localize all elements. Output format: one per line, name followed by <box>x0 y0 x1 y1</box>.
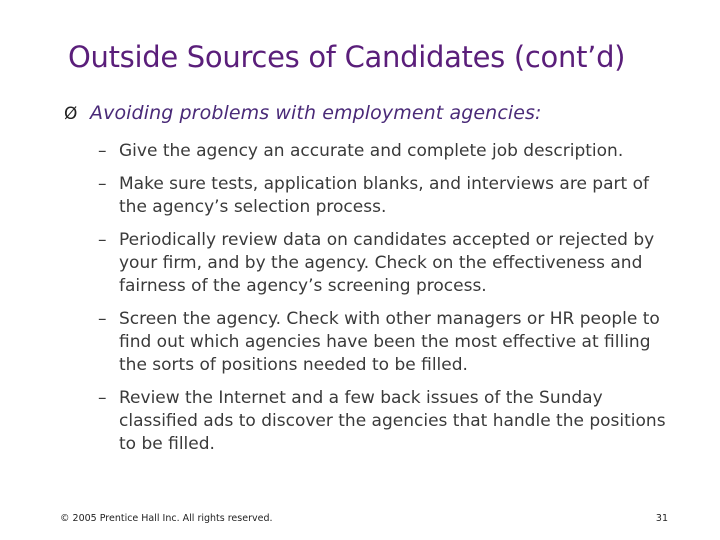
dash-bullet-icon: – <box>98 174 107 194</box>
list-item <box>98 229 678 298</box>
dash-bullet-icon: – <box>98 141 107 161</box>
main-bullet-text: Avoiding problems with employment agencies: <box>90 102 542 124</box>
list-item-text: Periodically review data on candidates accepted or rejected by your firm, and by the agency. Check on the effectiveness and fairness of the agency’s screening process. <box>119 230 655 296</box>
list-item <box>98 308 678 377</box>
list-item-text: Make sure tests, application blanks, and interviews are part of the agency’s selection process. <box>119 174 649 217</box>
dash-bullet-icon: – <box>98 309 107 329</box>
dash-bullet-icon: – <box>98 388 107 408</box>
slide-title: Outside Sources of Candidates (cont’d) <box>68 40 626 74</box>
list-item <box>98 387 678 456</box>
dash-bullet-icon: – <box>98 230 107 250</box>
copyright-footer: © 2005 Prentice Hall Inc. All rights reserved. <box>60 513 273 524</box>
list-item-text: Screen the agency. Check with other managers or HR people to find out which agencies have been the most effective at filling the sorts of positions needed to be filled. <box>119 309 660 375</box>
list-item-text: Give the agency an accurate and complete job description. <box>119 141 624 161</box>
arrow-bullet-icon: Ø <box>64 104 78 124</box>
list-item <box>98 173 678 219</box>
page-number: 31 <box>655 513 668 524</box>
sub-bullet-list <box>98 140 678 466</box>
list-item-text: Review the Internet and a few back issues of the Sunday classified ads to discover the agencies that handle the positions to be filled. <box>119 388 666 454</box>
main-bullet <box>64 102 542 124</box>
list-item <box>98 140 678 163</box>
